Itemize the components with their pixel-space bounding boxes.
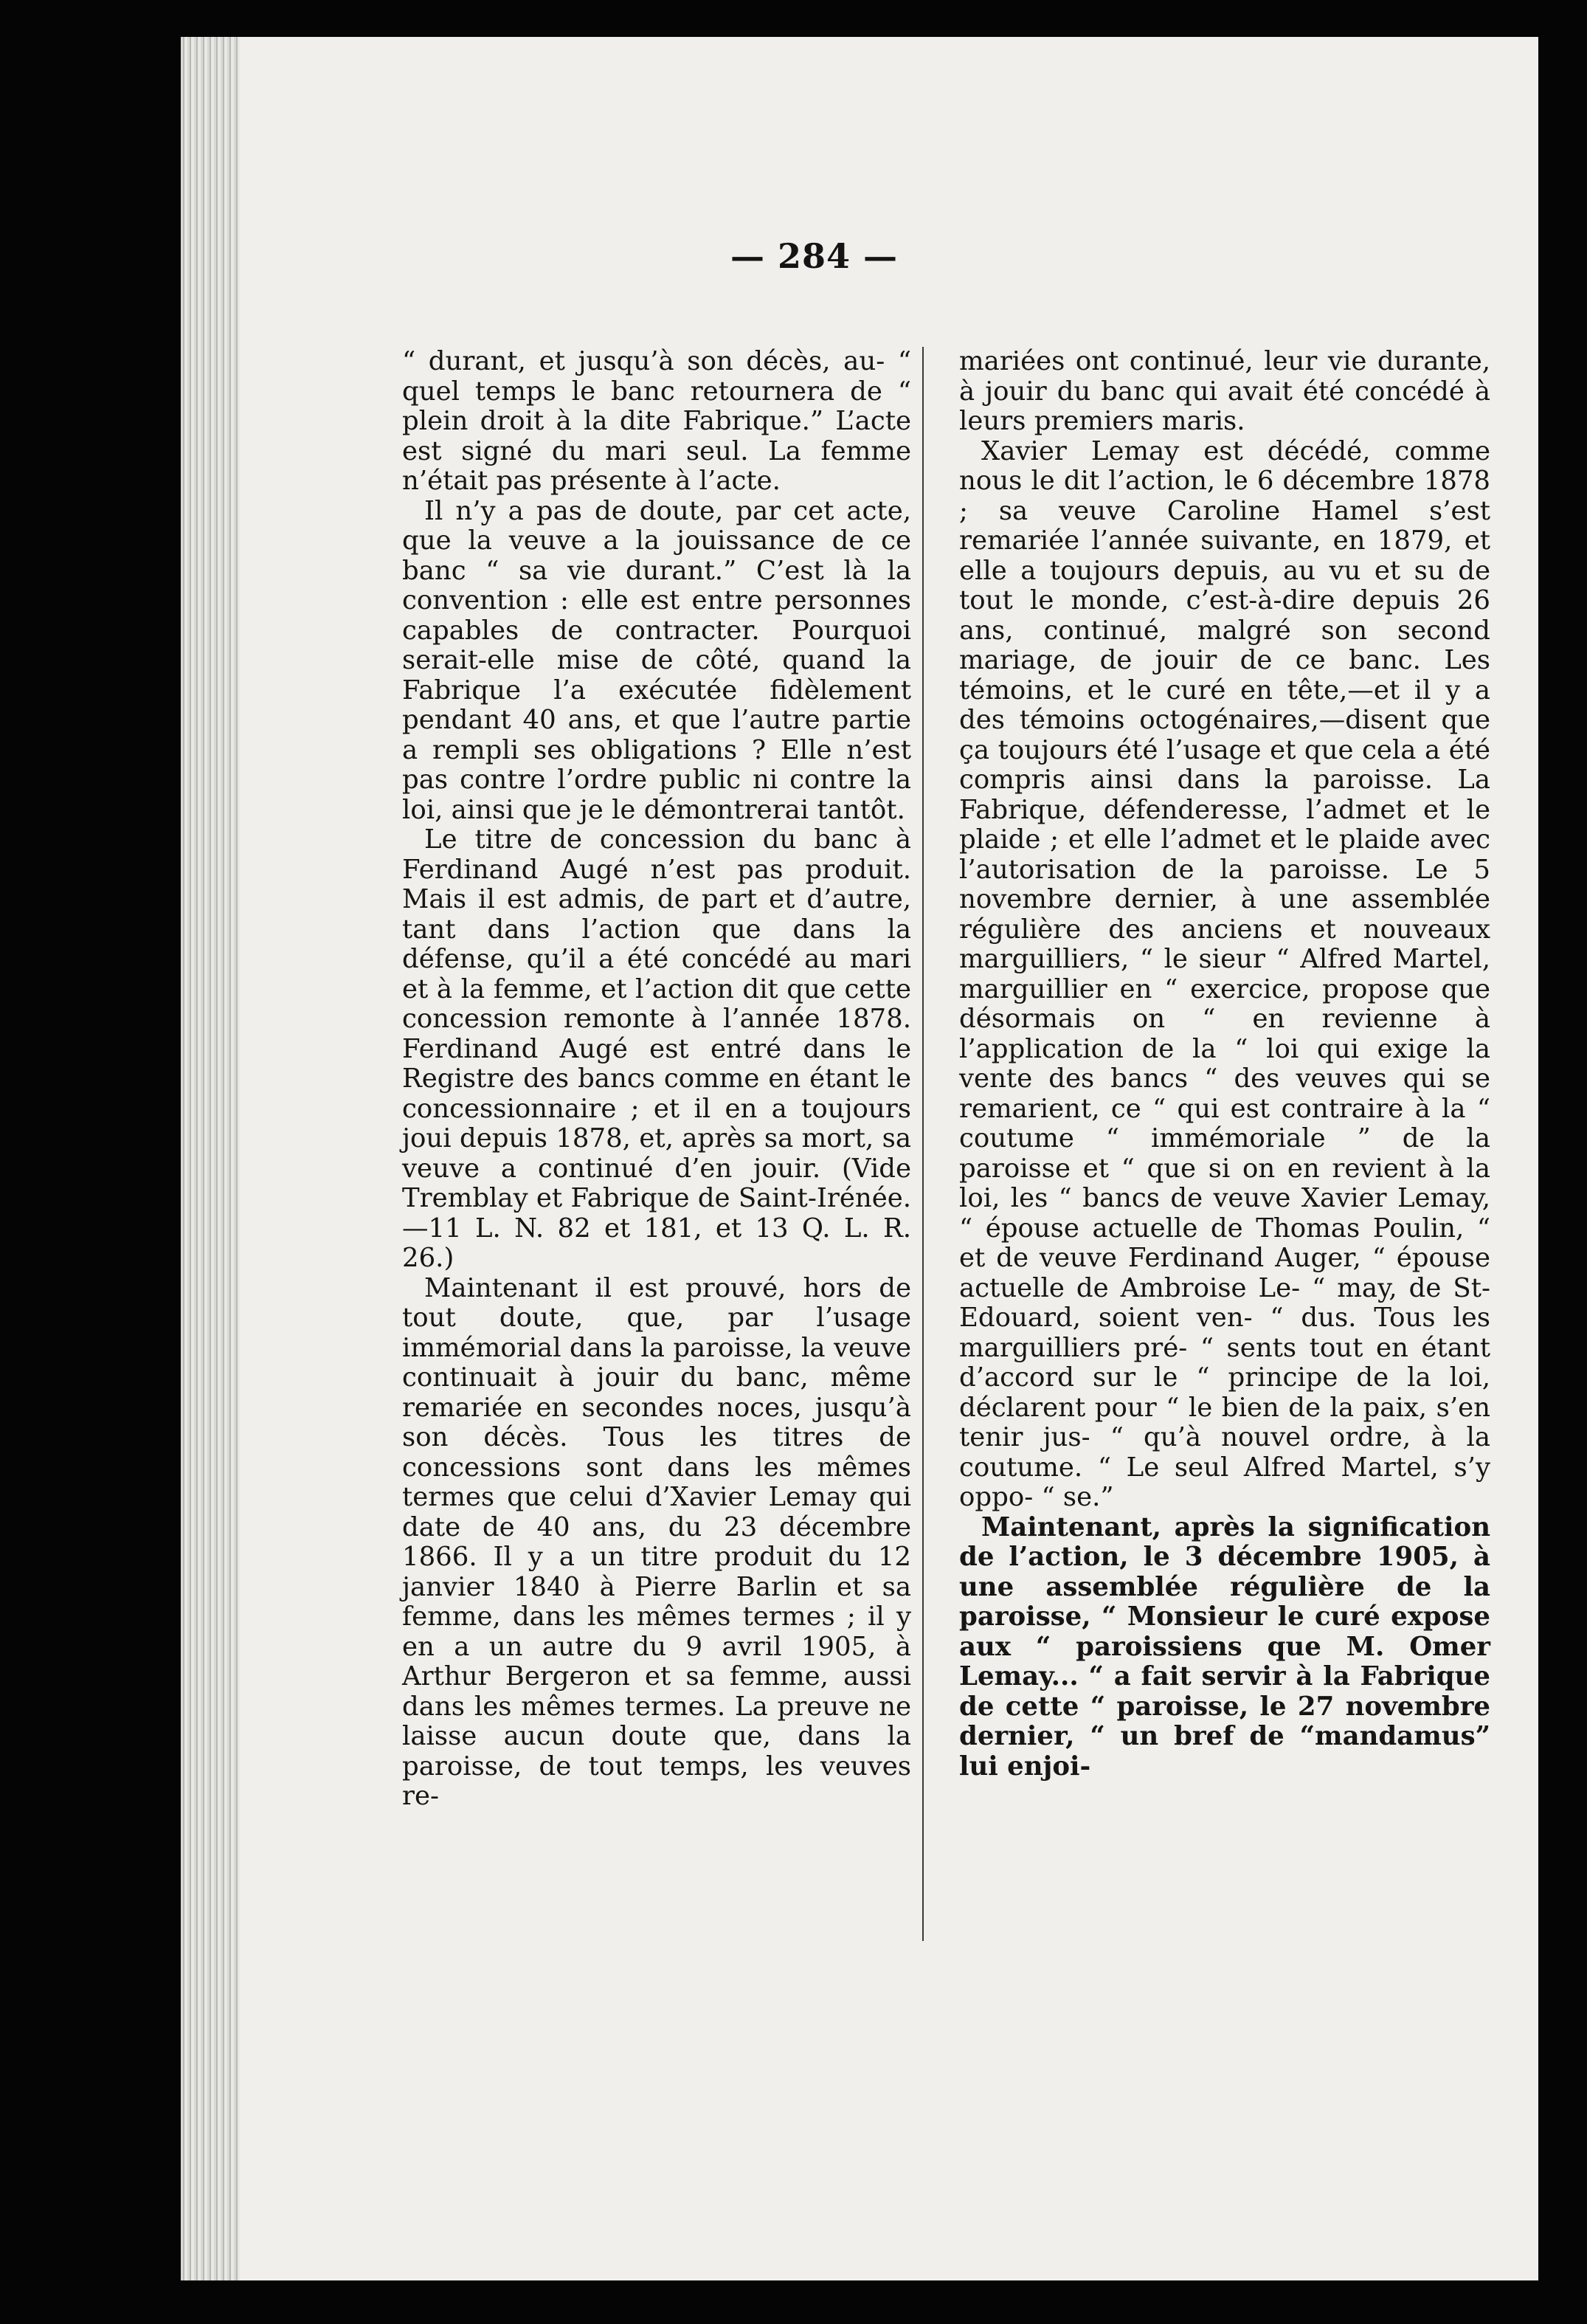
left-paragraph-4: Maintenant il est prouvé, hors de tout doute, que, par l’usage immémorial dans la paroisse, la veuve continuait à jouir du banc, même remariée en secondes noces, jusqu’à son décès. Tous les titres de concessions sont dans les mêmes termes que celui d’Xavier Lemay qui date de 40 ans, du 23 décembre 1866. Il y a un titre produit du 12 janvier 1840 à Pierre Barlin et sa femme, dans les mêmes termes ; il y en a un autre du 9 avril 1905, à Arthur Bergeron et sa femme, aussi dans les mêmes termes. La preuve ne laisse aucun doute que, dans la paroisse, de tout temps, les veuves re-: [402, 1272, 911, 1811]
left-paragraph-3: Le titre de concession du banc à Ferdinand Augé n’est pas produit. Mais il est admis, de part et d’autre, tant dans l’action que dans la défense, qu’il a été concédé au mari et à la femme, et l’action dit que cette concession remonte à l’année 1878. Ferdinand Augé est entré dans le Registre des bancs comme en étant le concessionnaire ; et il en a toujours joui depuis 1878, et, après sa mort, sa veuve a continué d’en jouir. (Vide Tremblay et Fabrique de Saint-Irénée.—11 L. N. 82 et 181, et 13 Q. L. R. 26.): [402, 824, 911, 1273]
left-paragraph-2: Il n’y a pas de doute, par cet acte, que la veuve a la jouissance de ce banc “ sa vie durant.” C’est là la convention : elle est entre personnes capables de contracter. Pourquoi serait-elle mise de côté, quand la Fabrique l’a exécutée fidèlement pendant 40 ans, et que l’autre partie a rempli ses obligations ? Elle n’est pas contre l’ordre public ni contre la loi, ainsi que je le démontrerai tantôt.: [402, 495, 911, 825]
right-paragraph-1: mariées ont continué, leur vie durante, à jouir du banc qui avait été concédé à leurs premiers maris.: [959, 346, 1490, 436]
page-edge-shading: [181, 37, 240, 2280]
left-paragraph-1: “ durant, et jusqu’à son décès, au- “ quel temps le banc retournera de “ plein droit à la dite Fabrique.” L’acte est signé du mari seul. La femme n’était pas présente à l’acte.: [402, 346, 911, 496]
left-column: [402, 347, 911, 1812]
right-column: [959, 347, 1490, 1782]
page-number: — 284 —: [730, 236, 899, 276]
right-paragraph-2: Xavier Lemay est décédé, comme nous le dit l’action, le 6 décembre 1878 ; sa veuve Caroline Hamel s’est remariée l’année suivante, en 1879, et elle a toujours depuis, au vu et su de tout le monde, c’est-à-dire depuis 26 ans, continué, malgré son second mariage, de jouir de ce banc. Les témoins, et le curé en tête,—et il y a des témoins octogénaires,—disent que ça toujours été l’usage et que cela a été compris ainsi dans la paroisse. La Fabrique, défenderesse, l’admet et le plaide ; et elle l’admet et le plaide avec l’autorisation de la paroisse. Le 5 novembre dernier, à une assemblée régulière des anciens et nouveaux marguilliers, “ le sieur “ Alfred Martel, marguillier en “ exercice, propose que désormais on “ en revienne à l’application de la “ loi qui exige la vente des bancs “ des veuves qui se remarient, ce “ qui est contraire à la “ coutume “ immémoriale ” de la paroisse et “ que si on en revient à la loi, les “ bancs de veuve Xavier Lemay, “ épouse actuelle de Thomas Poulin, “ et de veuve Ferdinand Auger, “ épouse actuelle de Ambroise Le- “ may, de St-Edouard, soient ven- “ dus. Tous les marguilliers pré- “ sents tout en étant d’accord sur le “ principe de la loi, déclarent pour “ le bien de la paix, s’en tenir jus- “ qu’à nouvel ordre, à la coutume. “ Le seul Alfred Martel, s’y oppo- “ se.”: [959, 435, 1490, 1512]
right-paragraph-3: Maintenant, après la signification de l’action, le 3 décembre 1905, à une assemblée régulière de la paroisse, “ Monsieur le curé expose aux “ paroissiens que M. Omer Lemay... “ a fait servir à la Fabrique de cette “ paroisse, le 27 novembre dernier, “ un bref de “mandamus” lui enjoi-: [959, 1511, 1490, 1782]
column-divider: [922, 347, 924, 1941]
